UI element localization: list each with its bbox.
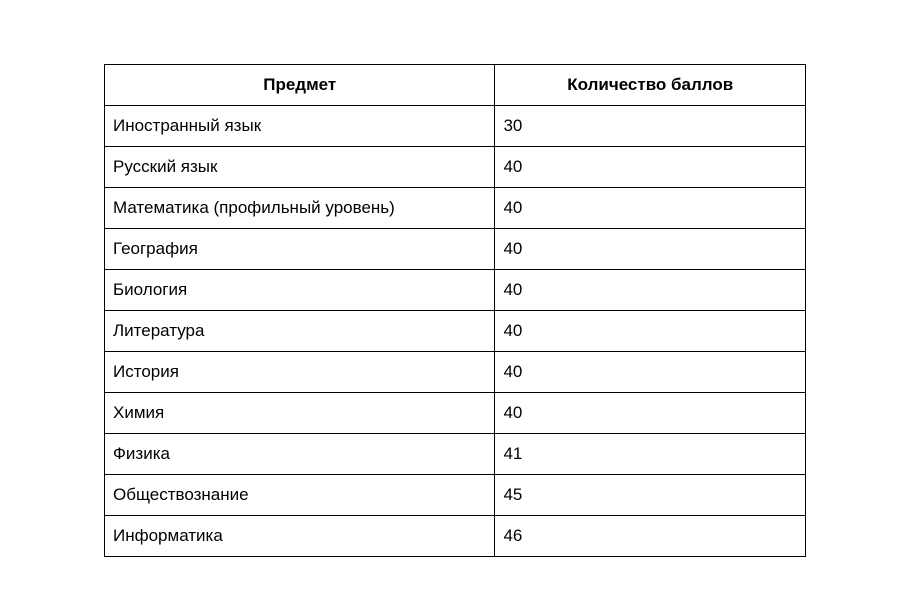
table-row: [105, 106, 806, 147]
subject-cell: Иностранный язык: [105, 106, 495, 147]
table-row: [105, 352, 806, 393]
header-subject: Предмет: [105, 65, 495, 106]
table-row: [105, 434, 806, 475]
score-cell: 40: [495, 188, 806, 229]
subject-cell: Обществознание: [105, 475, 495, 516]
subject-cell: Химия: [105, 393, 495, 434]
score-cell: 41: [495, 434, 806, 475]
score-cell: 40: [495, 229, 806, 270]
subject-cell: Русский язык: [105, 147, 495, 188]
table-row: [105, 311, 806, 352]
table-row: [105, 147, 806, 188]
table-row: [105, 393, 806, 434]
score-cell: 40: [495, 311, 806, 352]
score-cell: 40: [495, 270, 806, 311]
subject-cell: Биология: [105, 270, 495, 311]
table-row: [105, 516, 806, 557]
table-row: [105, 270, 806, 311]
subject-cell: Физика: [105, 434, 495, 475]
subject-cell: География: [105, 229, 495, 270]
subject-cell: Литература: [105, 311, 495, 352]
header-row: [105, 65, 806, 106]
subject-cell: Математика (профильный уровень): [105, 188, 495, 229]
score-cell: 40: [495, 393, 806, 434]
header-score: Количество баллов: [495, 65, 806, 106]
score-cell: 40: [495, 352, 806, 393]
score-cell: 40: [495, 147, 806, 188]
subject-cell: Информатика: [105, 516, 495, 557]
score-cell: 45: [495, 475, 806, 516]
subject-cell: История: [105, 352, 495, 393]
table-row: [105, 475, 806, 516]
score-cell: 30: [495, 106, 806, 147]
table-row: [105, 229, 806, 270]
table-row: [105, 188, 806, 229]
score-cell: 46: [495, 516, 806, 557]
scores-table: [104, 64, 806, 557]
